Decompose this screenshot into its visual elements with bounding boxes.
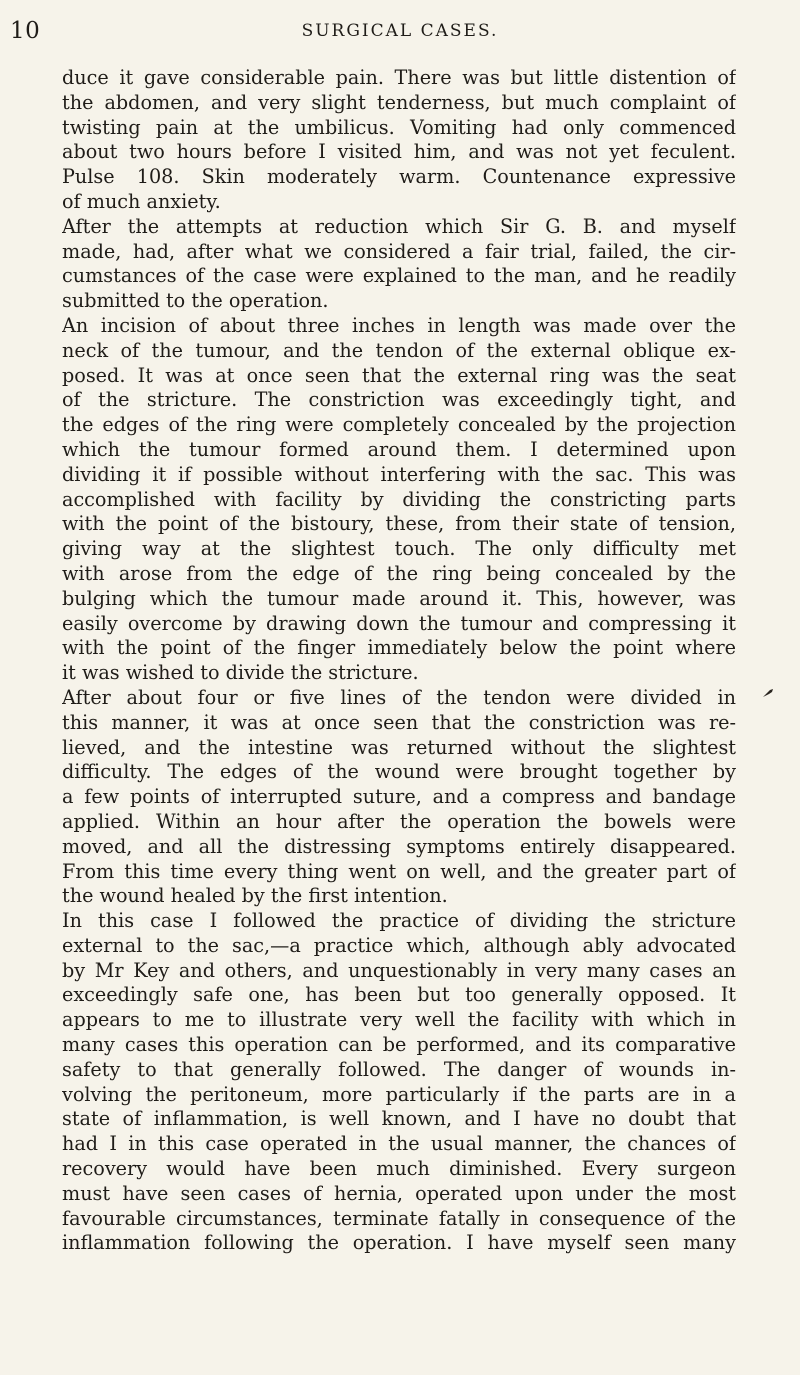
text-line: applied. Within an hour after the operation the bowels were: [62, 809, 736, 833]
text-line: exceedingly safe one, has been but too generally opposed. It: [62, 983, 736, 1007]
page-header: [0, 8, 800, 48]
text-line: with arose from the edge of the ring being concealed by the: [62, 561, 736, 585]
text-line: lieved, and the intestine was returned without the slightest: [62, 735, 736, 759]
text-line: many cases this operation can be performed, and its comparative: [62, 1033, 736, 1057]
text-line: After about four or five lines of the tendon were divided in: [62, 685, 736, 709]
text-line: safety to that generally followed. The danger of wounds in-: [62, 1057, 736, 1081]
text-line: the abdomen, and very slight tenderness, but much complaint of: [62, 90, 736, 114]
text-line: a few points of interrupted suture, and a compress and bandage: [62, 785, 736, 809]
running-head: SURGICAL CASES.: [301, 21, 499, 41]
text-line: easily overcome by drawing down the tumour and compressing it: [62, 611, 736, 635]
text-line: with the point of the finger immediately below the point where: [62, 636, 736, 660]
text-line: must have seen cases of hernia, operated upon under the most: [62, 1181, 736, 1205]
text-line: it was wished to divide the stricture.: [62, 661, 419, 685]
text-line: favourable circumstances, terminate fatally in consequence of the: [62, 1206, 736, 1230]
text-line: submitted to the operation.: [62, 289, 329, 313]
body-text: [62, 66, 736, 1256]
page-number: 10: [10, 18, 41, 44]
text-line: An incision of about three inches in length was made over the: [62, 313, 736, 337]
text-line: accomplished with facility by dividing the constricting parts: [62, 487, 736, 511]
text-line: neck of the tumour, and the tendon of the external oblique ex-: [62, 338, 736, 362]
text-line: recovery would have been much diminished. Every surgeon: [62, 1157, 736, 1181]
text-line: posed. It was at once seen that the external ring was the seat: [62, 363, 736, 387]
text-line: In this case I followed the practice of dividing the stricture: [62, 909, 736, 933]
text-line: duce it gave considerable pain. There was but little distention of: [62, 66, 736, 89]
text-line: external to the sac,—a practice which, although ably advocated: [62, 933, 736, 957]
text-line: had I in this case operated in the usual manner, the chances of: [62, 1132, 736, 1156]
text-line: cumstances of the case were explained to the man, and he readily: [62, 264, 736, 288]
text-line: made, had, after what we considered a fair trial, failed, the cir-: [62, 239, 736, 263]
ink-blot-mark: [762, 688, 774, 698]
text-line: dividing it if possible without interfering with the sac. This was: [62, 462, 736, 486]
text-line: appears to me to illustrate very well the facility with which in: [62, 1008, 736, 1032]
text-line: which the tumour formed around them. I determined upon: [62, 437, 736, 461]
text-line: moved, and all the distressing symptoms entirely disappeared.: [62, 834, 736, 858]
text-line: bulging which the tumour made around it. This, however, was: [62, 586, 736, 610]
text-line: giving way at the slightest touch. The only difficulty met: [62, 537, 736, 561]
text-line: state of inflammation, is well known, and I have no doubt that: [62, 1107, 736, 1131]
text-line: with the point of the bistoury, these, from their state of tension,: [62, 512, 736, 536]
text-line: the wound healed by the first intention.: [62, 884, 448, 908]
text-line: twisting pain at the umbilicus. Vomiting had only commenced: [62, 115, 736, 139]
text-line: about two hours before I visited him, and was not yet feculent.: [62, 140, 736, 164]
text-line: the edges of the ring were completely concealed by the projection: [62, 413, 736, 437]
text-line: of the stricture. The constriction was exceedingly tight, and: [62, 388, 736, 412]
text-line: this manner, it was at once seen that the constriction was re-: [62, 710, 736, 734]
text-line: inflammation following the operation. I have myself seen many: [62, 1231, 736, 1255]
text-line: difficulty. The edges of the wound were brought together by: [62, 760, 736, 784]
text-line: Pulse 108. Skin moderately warm. Countenance expressive: [62, 165, 736, 189]
text-line: by Mr Key and others, and unquestionably in very many cases an: [62, 958, 736, 982]
text-line: After the attempts at reduction which Sir G. B. and myself: [62, 214, 736, 238]
text-line: From this time every thing went on well, and the greater part of: [62, 859, 736, 883]
text-line: volving the peritoneum, more particularly if the parts are in a: [62, 1082, 736, 1106]
text-line: of much anxiety.: [62, 189, 221, 213]
